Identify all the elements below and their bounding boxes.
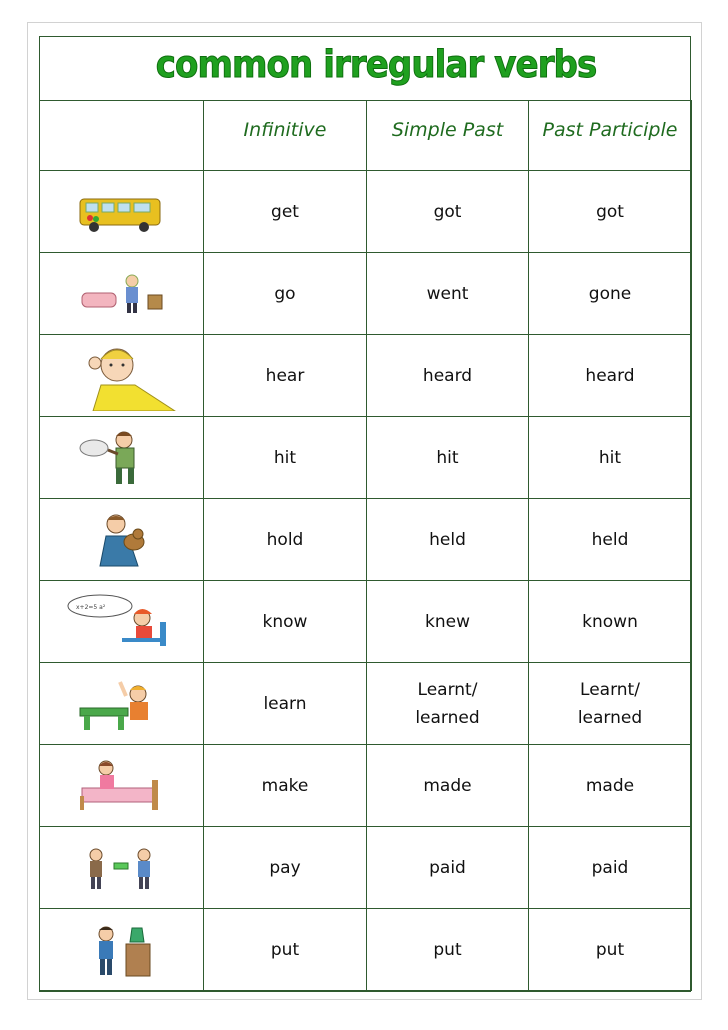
table-row	[40, 417, 692, 499]
table-row	[40, 499, 692, 581]
header-picture	[40, 101, 204, 171]
past-participle-cell: made	[529, 745, 692, 827]
simple-past-cell: heard	[367, 335, 529, 417]
table-row	[40, 253, 692, 335]
boy-holding-dog-icon	[40, 499, 204, 581]
past-participle-cell: hit	[529, 417, 692, 499]
header-simple-past: Simple Past	[367, 101, 529, 171]
simple-past-cell: went	[367, 253, 529, 335]
past-participle-cell: known	[529, 581, 692, 663]
past-participle-cell: put	[529, 909, 692, 991]
girl-thinking-icon	[40, 581, 204, 663]
simple-past-cell: hit	[367, 417, 529, 499]
infinitive-cell: hold	[204, 499, 367, 581]
simple-past-cell: paid	[367, 827, 529, 909]
simple-past-cell: Learnt/ learned	[367, 663, 529, 745]
simple-past-cell: made	[367, 745, 529, 827]
infinitive-cell: make	[204, 745, 367, 827]
infinitive-cell: go	[204, 253, 367, 335]
boy-at-desk-icon	[40, 663, 204, 745]
past-participle-cell: held	[529, 499, 692, 581]
men-paying-icon	[40, 827, 204, 909]
past-participle-cell: Learnt/ learned	[529, 663, 692, 745]
infinitive-cell: pay	[204, 827, 367, 909]
past-participle-cell: paid	[529, 827, 692, 909]
simple-past-cell: got	[367, 171, 529, 253]
table-row	[40, 581, 692, 663]
infinitive-cell: get	[204, 171, 367, 253]
infinitive-cell: learn	[204, 663, 367, 745]
verbs-table	[39, 100, 692, 991]
past-participle-cell: heard	[529, 335, 692, 417]
simple-past-cell: knew	[367, 581, 529, 663]
girl-making-bed-icon	[40, 745, 204, 827]
school-bus-icon	[40, 171, 204, 253]
man-leaving-home-icon	[40, 253, 204, 335]
table-row	[40, 171, 692, 253]
table-row	[40, 827, 692, 909]
boy-hitting-icon	[40, 417, 204, 499]
table-row	[40, 335, 692, 417]
past-participle-cell: got	[529, 171, 692, 253]
header-past-participle: Past Participle	[529, 101, 692, 171]
infinitive-cell: put	[204, 909, 367, 991]
infinitive-cell: know	[204, 581, 367, 663]
simple-past-cell: put	[367, 909, 529, 991]
simple-past-cell: held	[367, 499, 529, 581]
table-header-row	[40, 101, 692, 171]
boy-listening-icon	[40, 335, 204, 417]
man-putting-vase-icon	[40, 909, 204, 991]
svg-text:x+2=5 a²: x+2=5 a²	[75, 603, 105, 611]
infinitive-cell: hear	[204, 335, 367, 417]
page-title: common irregular verbs	[155, 43, 597, 86]
past-participle-cell: gone	[529, 253, 692, 335]
table-row	[40, 909, 692, 991]
table-row	[40, 745, 692, 827]
infinitive-cell: hit	[204, 417, 367, 499]
table-row	[40, 663, 692, 745]
header-infinitive: Infinitive	[204, 101, 367, 171]
